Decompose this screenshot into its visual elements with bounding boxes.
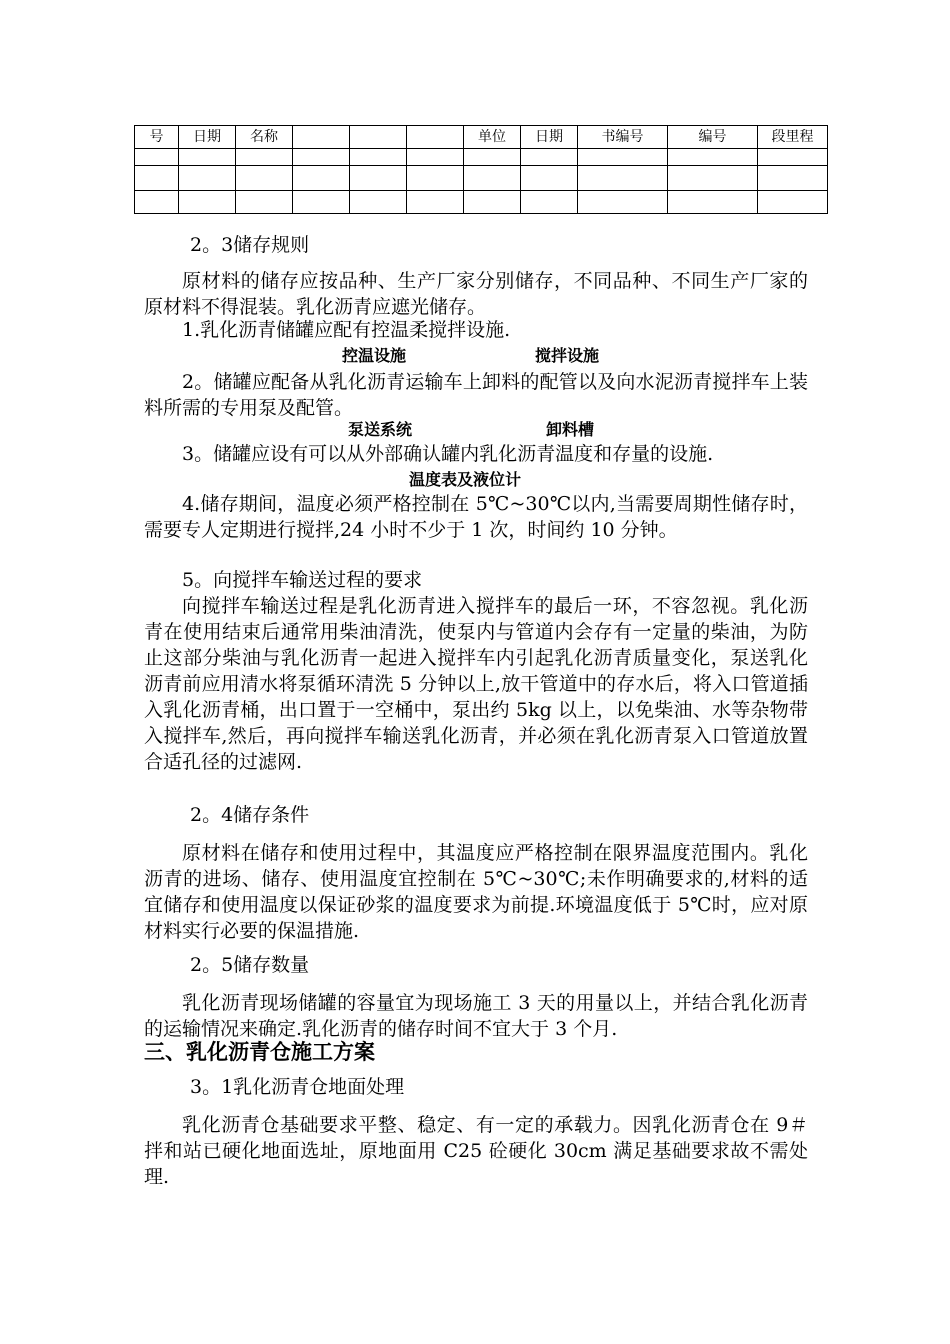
table-cell xyxy=(135,166,179,191)
table-cell xyxy=(293,149,350,166)
figure-caption: 控温设施 xyxy=(342,346,407,365)
table-cell xyxy=(135,149,179,166)
section-heading-2-3: 2。3储存规则 xyxy=(190,234,310,256)
figure-caption: 搅拌设施 xyxy=(535,346,600,365)
table-cell xyxy=(578,149,668,166)
table-cell xyxy=(236,166,293,191)
paragraph-text: 原材料的储存应按品种、生产厂家分别储存，不同品种、不同生产厂家的原材料不得混装。乳化沥青应遮光储存。 xyxy=(144,270,808,318)
table-header-cell: 日期 xyxy=(521,126,578,149)
table-cell xyxy=(293,166,350,191)
paragraph-text: 2。储罐应配备从乳化沥青运输车上卸料的配管以及向水泥沥青搅拌车上装料所需的专用泵及配管。 xyxy=(144,371,808,419)
paragraph-text: 3。储罐应设有可以从外部确认罐内乳化沥青温度和存量的设施. xyxy=(182,443,714,465)
table-cell xyxy=(578,191,668,214)
rule-item-4 xyxy=(144,491,808,543)
table-cell xyxy=(758,166,828,191)
paragraph-text: 乳化沥青现场储罐的容量宜为现场施工 3 天的用量以上，并结合乳化沥青的运输情况来确定.乳化沥青的储存时间不宜大于 3 个月. xyxy=(144,992,808,1040)
table-cell xyxy=(236,191,293,214)
section-heading-3-1: 3。1乳化沥青仓地面处理 xyxy=(190,1076,405,1098)
table-header-cell: 号 xyxy=(135,126,179,149)
paragraph-text: 5。向搅拌车输送过程的要求 xyxy=(182,569,423,591)
table-cell xyxy=(464,149,521,166)
table-cell xyxy=(521,149,578,166)
table-cell xyxy=(578,166,668,191)
table-cell xyxy=(350,191,407,214)
table-row xyxy=(135,149,828,166)
table-cell xyxy=(350,149,407,166)
table-header-cell xyxy=(293,126,350,149)
paragraph-text: 向搅拌车输送过程是乳化沥青进入搅拌车的最后一环，不容忽视。乳化沥青在使用结束后通常用柴油清洗，使泵内与管道内会存有一定量的柴油，为防止这部分柴油与乳化沥青一起进入搅拌车内引起乳化沥青质量变化，泵送乳化沥青前应用清水将泵循环清洗 5 分钟以上,放干管道中的存水后，将入口管道插入乳化沥青桶，出口置于一空桶中，泵出约 5kg 以上，以免柴油、水等杂物带入搅拌车,然后，再向搅拌车输送乳化沥青，并必须在乳化沥青泵入口管道放置合适孔径的过滤网. xyxy=(144,595,808,773)
table-header-cell: 编号 xyxy=(668,126,758,149)
table-header-cell: 单位 xyxy=(464,126,521,149)
paragraph-storage-conditions xyxy=(144,840,808,944)
table-cell xyxy=(521,191,578,214)
paragraph-text: 1.乳化沥青储罐应配有控温柔搅拌设施. xyxy=(182,319,511,341)
paragraph-storage-quantity xyxy=(144,990,808,1042)
paragraph-text: 原材料在储存和使用过程中，其温度应严格控制在限界温度范围内。乳化沥青的进场、储存、使用温度宜控制在 5℃~30℃;未作明确要求的,材料的适宜储存和使用温度以保证砂浆的温度要求为前提.环境温度低于 5℃时，应对原材料实行必要的保温措施. xyxy=(144,842,808,942)
table-cell xyxy=(179,166,236,191)
table-cell xyxy=(758,191,828,214)
paragraph-transfer xyxy=(144,593,808,775)
table-row xyxy=(135,191,828,214)
table-cell xyxy=(407,191,464,214)
figure-caption: 卸料槽 xyxy=(546,420,595,439)
rule-item-1 xyxy=(144,317,808,343)
paragraph-text: 4.储存期间，温度必须严格控制在 5℃~30℃以内,当需要周期性储存时，需要专人定期进行搅拌,24 小时不少于 1 次，时间约 10 分钟。 xyxy=(144,493,808,541)
table-cell xyxy=(668,191,758,214)
table-cell xyxy=(758,149,828,166)
table-cell xyxy=(135,191,179,214)
rule-item-2 xyxy=(144,369,808,421)
rule-item-5 xyxy=(144,567,808,593)
table-cell xyxy=(407,166,464,191)
table-cell xyxy=(464,166,521,191)
rule-item-3 xyxy=(144,441,808,467)
chapter-heading-3: 三、乳化沥青仓施工方案 xyxy=(144,1040,375,1064)
figure-caption: 温度表及液位计 xyxy=(409,470,522,489)
paragraph-storage-rules xyxy=(144,268,808,320)
figure-caption: 泵送系统 xyxy=(348,420,413,439)
table-cell xyxy=(464,191,521,214)
table-cell xyxy=(350,166,407,191)
table-cell xyxy=(236,149,293,166)
paragraph-ground-treatment xyxy=(144,1112,808,1190)
table-row xyxy=(135,166,828,191)
section-heading-2-5: 2。5储存数量 xyxy=(190,954,310,976)
table-cell xyxy=(668,149,758,166)
table-header-cell: 日期 xyxy=(179,126,236,149)
table-header-row xyxy=(135,126,828,149)
table-header-cell xyxy=(407,126,464,149)
section-heading-2-4: 2。4储存条件 xyxy=(190,804,310,826)
table-header-cell xyxy=(350,126,407,149)
table-header-cell: 名称 xyxy=(236,126,293,149)
table-header-cell: 书编号 xyxy=(578,126,668,149)
table-cell xyxy=(293,191,350,214)
table-cell xyxy=(179,191,236,214)
table-cell xyxy=(179,149,236,166)
register-table xyxy=(134,125,828,214)
table-header-cell: 段里程 xyxy=(758,126,828,149)
table-cell xyxy=(521,166,578,191)
paragraph-text: 乳化沥青仓基础要求平整、稳定、有一定的承载力。因乳化沥青仓在 9＃拌和站已硬化地面选址，原地面用 C25 砼硬化 30cm 满足基础要求故不需处理. xyxy=(144,1114,808,1188)
table-cell xyxy=(668,166,758,191)
table-cell xyxy=(407,149,464,166)
